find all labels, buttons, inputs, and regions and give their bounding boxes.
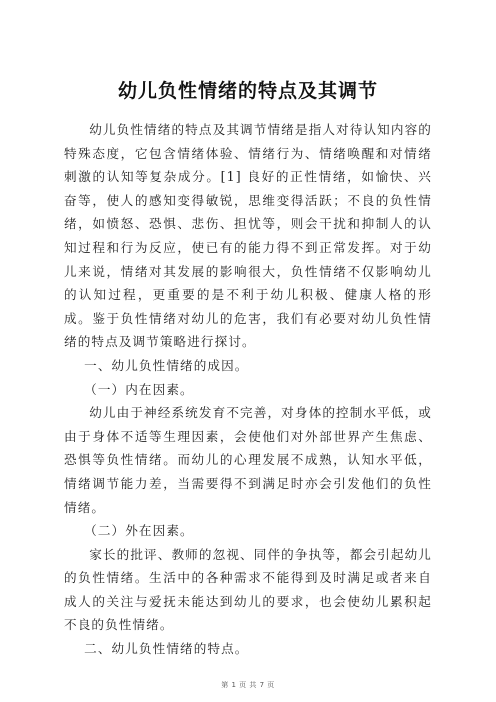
subsection-heading-external: （二）外在因素。 [84, 523, 194, 539]
document-title: 幼儿负性情绪的特点及其调节 [117, 80, 378, 102]
document-body [64, 118, 432, 661]
section-heading-causes: 一、幼儿负性情绪的成因。 [84, 357, 249, 373]
internal-factors-paragraph: 幼儿由于神经系统发育不完善，对身体的控制水平低，或由于身体不适等生理因素，会使他们对外部世界产生焦虑、恐惧等负性情绪。而幼儿的心理发展不成熟，认知水平低，情绪调节能力差，当需要得不到满足时亦会引发他们的负性情绪。 [64, 405, 432, 515]
page-footer: 第 1 页 共 7 页 [221, 681, 275, 689]
section-heading-characteristics: 二、幼儿负性情绪的特点。 [84, 641, 249, 657]
intro-paragraph: 幼儿负性情绪的特点及其调节情绪是指人对待认知内容的特殊态度，它包含情绪体验、情绪行为、情绪唤醒和对情绪刺激的认知等复杂成分。[1] 良好的正性情绪，如愉快、兴奋等，使人的感知变得敏锐，思维变得活跃；不良的负性情绪，如愤怒、恐惧、悲伤、担忧等，则会干扰和抑制人的认知过程和行为反应，使已有的能力得不到正常发挥。对于幼儿来说，情绪对其发展的影响很大，负性情绪不仅影响幼儿的认知过程，更重要的是不利于幼儿积极、健康人格的形成。鉴于负性情绪对幼儿的危害，我们有必要对幼儿负性情绪的特点及调节策略进行探讨。 [64, 122, 432, 350]
subsection-heading-internal: （一）内在因素。 [84, 381, 194, 397]
external-factors-paragraph: 家长的批评、教师的忽视、同伴的争执等，都会引起幼儿的负性情绪。生活中的各种需求不能得到及时满足或者来自成人的关注与爱抚未能达到幼儿的要求，也会使幼儿累积起不良的负性情绪。 [64, 546, 432, 633]
